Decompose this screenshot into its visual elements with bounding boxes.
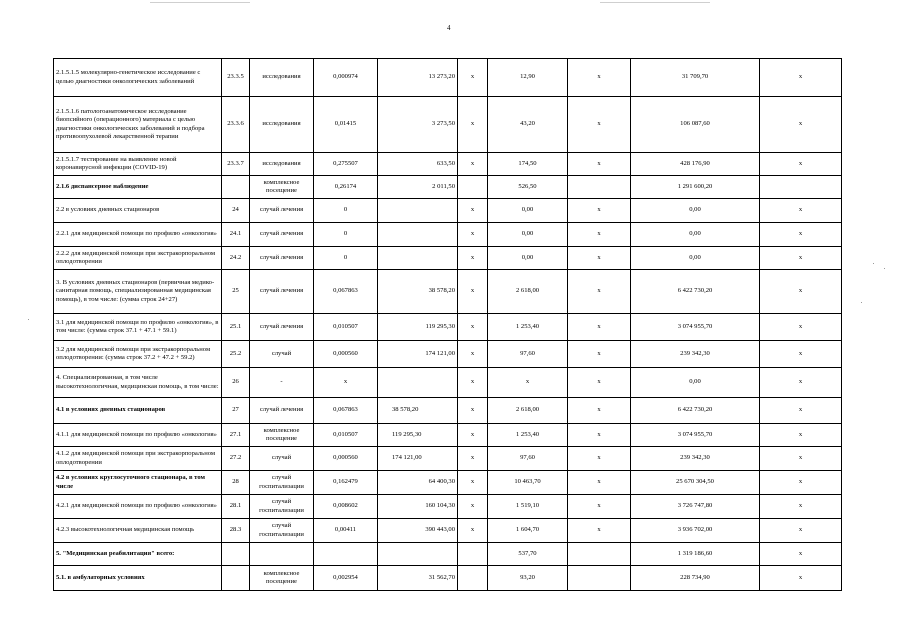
row-unit: комплексное посещение xyxy=(250,424,314,447)
row-code: 24.2 xyxy=(222,247,250,270)
row-norm: 0 xyxy=(314,247,378,270)
row-mark-2 xyxy=(568,176,631,199)
costs-table xyxy=(53,58,842,591)
row-mark-3: x xyxy=(760,424,842,447)
table-row xyxy=(54,97,842,153)
row-per-capita: 93,20 xyxy=(488,566,568,591)
row-norm: 0,000560 xyxy=(314,447,378,471)
row-code: 25 xyxy=(222,270,250,314)
row-cost: 160 104,30 xyxy=(378,495,458,519)
row-name: 2.2.1 для медицинской помощи по профилю «онкология» xyxy=(54,223,222,247)
row-total: 0,00 xyxy=(631,199,760,223)
row-name: 3. В условиях дневных стационаров (первичная медико-санитарная помощь, специализированная медицинская помощь), в том числе: (сумма строк 24+27) xyxy=(54,270,222,314)
row-cost: 2 011,50 xyxy=(378,176,458,199)
row-code: 23.3.6 xyxy=(222,97,250,153)
row-mark-3: x xyxy=(760,199,842,223)
row-mark-1: x xyxy=(458,59,488,97)
row-mark-2 xyxy=(568,543,631,566)
row-total: 3 074 955,70 xyxy=(631,424,760,447)
row-mark-3: x xyxy=(760,153,842,176)
table-row xyxy=(54,314,842,341)
scan-speck xyxy=(861,302,862,303)
row-total: 1 291 600,20 xyxy=(631,176,760,199)
row-norm: 0,000560 xyxy=(314,341,378,368)
row-cost xyxy=(378,543,458,566)
row-name: 2.1.6 диспансерное наблюдение xyxy=(54,176,222,199)
top-rule-right xyxy=(600,2,710,3)
row-mark-3: x xyxy=(760,314,842,341)
row-mark-2 xyxy=(568,566,631,591)
row-mark-3: x xyxy=(760,543,842,566)
row-unit: случай госпитализации xyxy=(250,471,314,495)
row-per-capita: 526,50 xyxy=(488,176,568,199)
row-cost xyxy=(378,368,458,398)
scan-speck xyxy=(28,319,29,320)
row-norm: 0,067863 xyxy=(314,398,378,424)
row-code xyxy=(222,566,250,591)
table-row xyxy=(54,398,842,424)
table-row xyxy=(54,368,842,398)
row-code: 27.1 xyxy=(222,424,250,447)
row-total: 3 936 702,00 xyxy=(631,519,760,543)
row-mark-1: x xyxy=(458,341,488,368)
row-mark-1: x xyxy=(458,495,488,519)
row-mark-2: x xyxy=(568,223,631,247)
row-name: 3.2 для медицинской помощи при экстракорпоральном оплодотворении: (сумма строк 37.2 + 47.2 + 59.2) xyxy=(54,341,222,368)
row-name: 4.2.3 высокотехнологичная медицинская помощь xyxy=(54,519,222,543)
row-name: 4. Специализированная, в том числе высокотехнологичная, медицинская помощь, в том числе: xyxy=(54,368,222,398)
row-per-capita: x xyxy=(488,368,568,398)
row-unit: случай лечения xyxy=(250,247,314,270)
row-unit: - xyxy=(250,368,314,398)
row-per-capita: 1 604,70 xyxy=(488,519,568,543)
row-norm: x xyxy=(314,368,378,398)
row-total: 239 342,30 xyxy=(631,447,760,471)
row-total: 0,00 xyxy=(631,247,760,270)
row-name: 5.1. в амбулаторных условиях xyxy=(54,566,222,591)
row-mark-1: x xyxy=(458,519,488,543)
row-norm: 0,01415 xyxy=(314,97,378,153)
row-mark-1: x xyxy=(458,270,488,314)
scan-speck xyxy=(873,263,874,264)
row-total: 0,00 xyxy=(631,223,760,247)
row-total: 3 726 747,80 xyxy=(631,495,760,519)
row-code: 26 xyxy=(222,368,250,398)
row-mark-2: x xyxy=(568,341,631,368)
row-mark-2: x xyxy=(568,519,631,543)
row-mark-1 xyxy=(458,566,488,591)
row-norm: 0,002954 xyxy=(314,566,378,591)
row-mark-1: x xyxy=(458,447,488,471)
row-code: 23.3.5 xyxy=(222,59,250,97)
row-unit: исследования xyxy=(250,153,314,176)
row-code: 28 xyxy=(222,471,250,495)
table-row xyxy=(54,471,842,495)
row-name: 4.1.1 для медицинской помощи по профилю «онкология» xyxy=(54,424,222,447)
row-mark-3: x xyxy=(760,97,842,153)
row-cost: 31 562,70 xyxy=(378,566,458,591)
row-name: 2.1.5.1.6 патологоанатомическое исследование биопсийного (операционного) материала с целью диагностики онкологических заболеваний и подбора противоопухолевой лекарственной терапии xyxy=(54,97,222,153)
row-mark-3: x xyxy=(760,566,842,591)
row-cost: 3 273,50 xyxy=(378,97,458,153)
row-cost: 38 578,20 xyxy=(378,270,458,314)
row-mark-3: x xyxy=(760,247,842,270)
row-unit xyxy=(250,543,314,566)
row-total: 239 342,30 xyxy=(631,341,760,368)
row-norm xyxy=(314,543,378,566)
row-name: 2.2.2 для медицинской помощи при экстракорпоральном оплодотворении xyxy=(54,247,222,270)
row-code: 25.1 xyxy=(222,314,250,341)
row-cost xyxy=(378,199,458,223)
row-per-capita: 43,20 xyxy=(488,97,568,153)
row-mark-3: x xyxy=(760,398,842,424)
row-mark-1: x xyxy=(458,247,488,270)
row-total: 6 422 730,20 xyxy=(631,270,760,314)
row-total: 428 176,90 xyxy=(631,153,760,176)
row-cost: 119 295,30 xyxy=(378,424,458,447)
row-cost: 119 295,30 xyxy=(378,314,458,341)
row-mark-2: x xyxy=(568,447,631,471)
row-mark-3: x xyxy=(760,368,842,398)
row-mark-3 xyxy=(760,176,842,199)
row-unit: исследования xyxy=(250,97,314,153)
table-row xyxy=(54,341,842,368)
table-row xyxy=(54,566,842,591)
row-code: 27.2 xyxy=(222,447,250,471)
row-mark-1: x xyxy=(458,398,488,424)
row-unit: случай госпитализации xyxy=(250,495,314,519)
row-cost: 38 578,20 xyxy=(378,398,458,424)
row-mark-3: x xyxy=(760,447,842,471)
row-code: 28.1 xyxy=(222,495,250,519)
row-mark-2: x xyxy=(568,398,631,424)
row-name: 4.2.1 для медицинской помощи по профилю «онкология» xyxy=(54,495,222,519)
row-mark-2: x xyxy=(568,270,631,314)
row-mark-3: x xyxy=(760,270,842,314)
row-norm: 0,008602 xyxy=(314,495,378,519)
row-mark-3: x xyxy=(760,341,842,368)
row-norm: 0,000974 xyxy=(314,59,378,97)
row-name: 5. "Медицинская реабилитация" всего: xyxy=(54,543,222,566)
row-per-capita: 0,00 xyxy=(488,199,568,223)
row-unit: случай лечения xyxy=(250,223,314,247)
row-mark-1: x xyxy=(458,368,488,398)
table-row xyxy=(54,199,842,223)
row-mark-1: x xyxy=(458,314,488,341)
row-norm: 0,010507 xyxy=(314,314,378,341)
row-code: 28.3 xyxy=(222,519,250,543)
row-unit: случай лечения xyxy=(250,270,314,314)
row-mark-1: x xyxy=(458,223,488,247)
table-row xyxy=(54,519,842,543)
top-rule-left xyxy=(150,2,250,3)
row-mark-2: x xyxy=(568,247,631,270)
row-unit: комплексное посещение xyxy=(250,176,314,199)
row-mark-1: x xyxy=(458,153,488,176)
row-mark-3: x xyxy=(760,59,842,97)
table-row xyxy=(54,153,842,176)
row-norm: 0 xyxy=(314,223,378,247)
row-mark-2: x xyxy=(568,471,631,495)
row-mark-1: x xyxy=(458,97,488,153)
row-name: 2.1.5.1.7 тестирование на выявление новой коронавирусной инфекции (COVID-19) xyxy=(54,153,222,176)
row-per-capita: 97,60 xyxy=(488,341,568,368)
row-total: 0,00 xyxy=(631,368,760,398)
row-per-capita: 1 253,40 xyxy=(488,424,568,447)
row-code xyxy=(222,176,250,199)
row-mark-3: x xyxy=(760,519,842,543)
row-per-capita: 174,50 xyxy=(488,153,568,176)
row-mark-3: x xyxy=(760,223,842,247)
row-mark-2: x xyxy=(568,199,631,223)
costs-table-body xyxy=(54,59,842,591)
row-unit: случай лечения xyxy=(250,314,314,341)
row-total: 6 422 730,20 xyxy=(631,398,760,424)
row-mark-2: x xyxy=(568,153,631,176)
row-mark-2: x xyxy=(568,368,631,398)
row-mark-1: x xyxy=(458,471,488,495)
row-mark-1 xyxy=(458,543,488,566)
row-per-capita: 0,00 xyxy=(488,247,568,270)
row-per-capita: 1 253,40 xyxy=(488,314,568,341)
row-mark-2: x xyxy=(568,424,631,447)
table-row xyxy=(54,270,842,314)
table-row xyxy=(54,424,842,447)
page-number: 4 xyxy=(447,24,451,32)
row-unit: случай xyxy=(250,447,314,471)
row-code: 25.2 xyxy=(222,341,250,368)
row-cost: 390 443,00 xyxy=(378,519,458,543)
row-code xyxy=(222,543,250,566)
row-norm: 0,067863 xyxy=(314,270,378,314)
row-total: 1 319 186,60 xyxy=(631,543,760,566)
row-code: 24.1 xyxy=(222,223,250,247)
row-unit: исследования xyxy=(250,59,314,97)
row-unit: случай лечения xyxy=(250,398,314,424)
row-per-capita: 2 618,00 xyxy=(488,398,568,424)
row-cost: 64 400,30 xyxy=(378,471,458,495)
row-mark-2: x xyxy=(568,97,631,153)
row-mark-2: x xyxy=(568,495,631,519)
row-norm: 0,010507 xyxy=(314,424,378,447)
row-name: 2.1.5.1.5 молекулярно-генетическое исследование с целью диагностики онкологических заболеваний xyxy=(54,59,222,97)
row-name: 3.1 для медицинской помощи по профилю «онкология», в том числе: (сумма строк 37.1 + 47.1 + 59.1) xyxy=(54,314,222,341)
table-row xyxy=(54,247,842,270)
row-mark-1 xyxy=(458,176,488,199)
row-code: 27 xyxy=(222,398,250,424)
row-per-capita: 97,60 xyxy=(488,447,568,471)
row-norm: 0 xyxy=(314,199,378,223)
row-cost: 174 121,00 xyxy=(378,447,458,471)
row-per-capita: 12,90 xyxy=(488,59,568,97)
row-norm: 0,275507 xyxy=(314,153,378,176)
table-row xyxy=(54,495,842,519)
row-per-capita: 537,70 xyxy=(488,543,568,566)
row-unit: случай xyxy=(250,341,314,368)
row-total: 228 734,90 xyxy=(631,566,760,591)
row-mark-3: x xyxy=(760,471,842,495)
row-cost: 174 121,00 xyxy=(378,341,458,368)
row-norm: 0,162479 xyxy=(314,471,378,495)
row-mark-1: x xyxy=(458,424,488,447)
row-name: 4.1 в условиях дневных стационаров xyxy=(54,398,222,424)
row-per-capita: 1 519,10 xyxy=(488,495,568,519)
row-total: 25 670 304,50 xyxy=(631,471,760,495)
row-total: 106 087,60 xyxy=(631,97,760,153)
row-norm: 0,00411 xyxy=(314,519,378,543)
row-name: 2.2 в условиях дневных стационаров xyxy=(54,199,222,223)
table-row xyxy=(54,176,842,199)
row-per-capita: 0,00 xyxy=(488,223,568,247)
row-mark-2: x xyxy=(568,314,631,341)
table-row xyxy=(54,543,842,566)
row-name: 4.2 в условиях круглосуточного стационара, в том числе xyxy=(54,471,222,495)
row-unit: случай госпитализации xyxy=(250,519,314,543)
scan-speck xyxy=(884,268,885,269)
table-row xyxy=(54,59,842,97)
row-name: 4.1.2 для медицинской помощи при экстракорпоральном оплодотворении xyxy=(54,447,222,471)
row-total: 31 709,70 xyxy=(631,59,760,97)
row-cost: 13 273,20 xyxy=(378,59,458,97)
row-cost: 633,50 xyxy=(378,153,458,176)
table-row xyxy=(54,223,842,247)
row-total: 3 074 955,70 xyxy=(631,314,760,341)
row-mark-1: x xyxy=(458,199,488,223)
table-row xyxy=(54,447,842,471)
row-cost xyxy=(378,247,458,270)
row-norm: 0,26174 xyxy=(314,176,378,199)
row-cost xyxy=(378,223,458,247)
row-per-capita: 2 618,00 xyxy=(488,270,568,314)
row-code: 23.3.7 xyxy=(222,153,250,176)
row-code: 24 xyxy=(222,199,250,223)
row-mark-2: x xyxy=(568,59,631,97)
row-mark-3: x xyxy=(760,495,842,519)
row-unit: случай лечения xyxy=(250,199,314,223)
row-unit: комплексное посещение xyxy=(250,566,314,591)
row-per-capita: 10 463,70 xyxy=(488,471,568,495)
